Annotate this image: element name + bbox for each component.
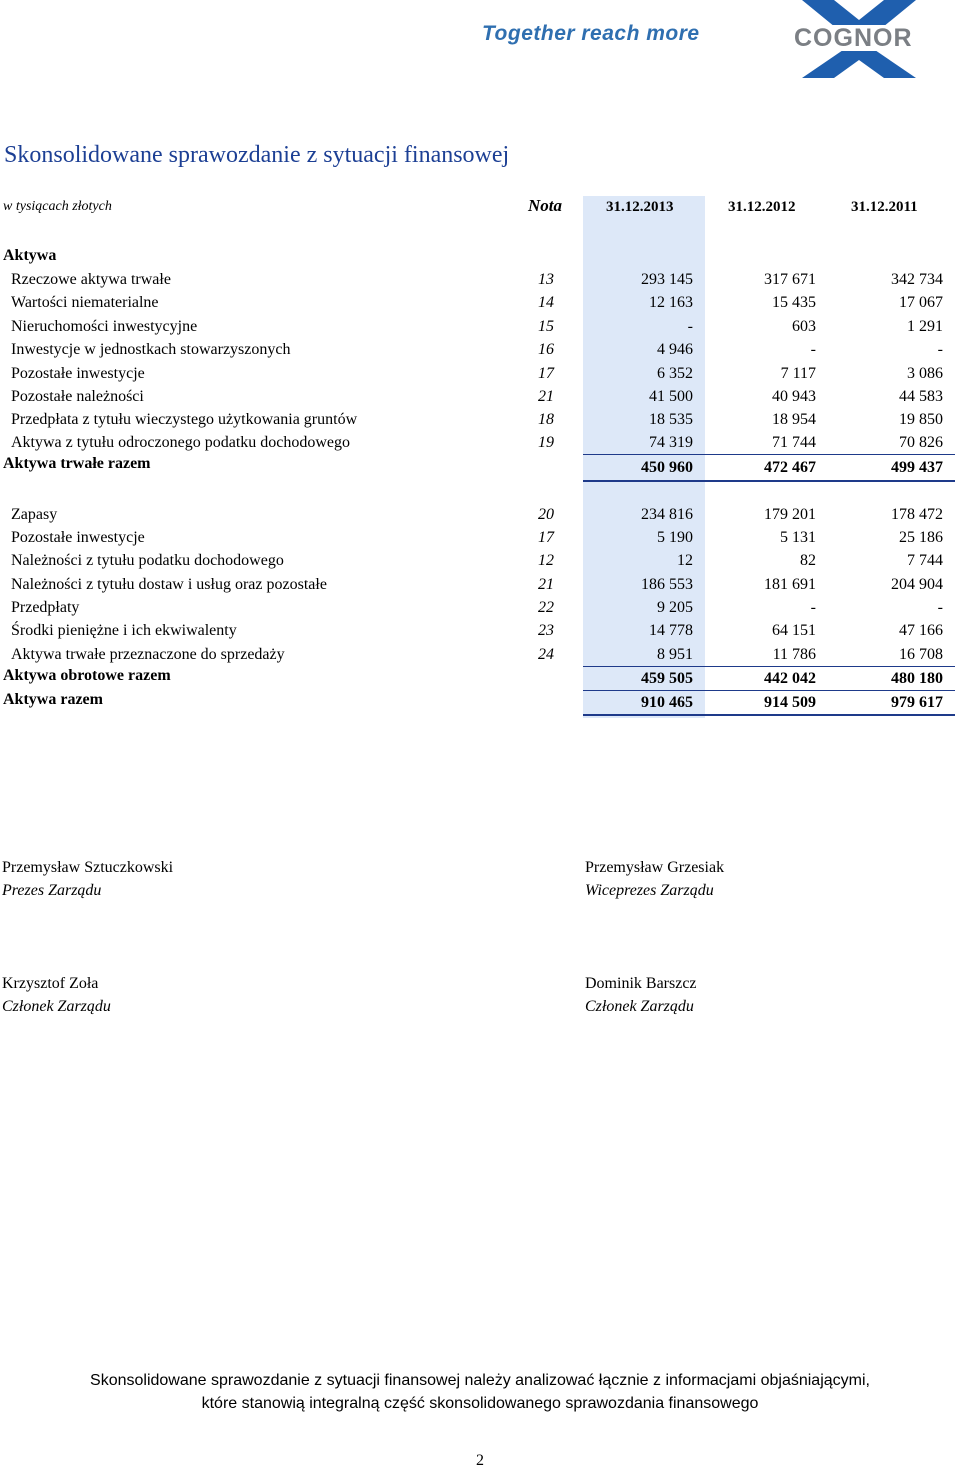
row-note: 19 [538,434,554,451]
row-value: - [937,599,943,616]
row-label: Należności z tytułu podatku dochodowego [11,552,284,569]
subtotal-label: Aktywa trwałe razem [3,455,151,472]
row-value: 70 826 [899,434,943,451]
row-value: 64 151 [772,622,816,639]
row-value: 41 500 [649,388,693,405]
row-note: 21 [538,576,554,593]
row-value: - [810,341,816,358]
row-label: Środki pieniężne i ich ekwiwalenty [11,622,237,639]
section-title: Aktywa [3,247,57,264]
subtotal-value: 472 467 [764,459,816,476]
row-value: 12 163 [649,294,693,311]
row-value: - [687,318,693,335]
row-value: 11 786 [772,646,816,663]
row-label: Pozostałe inwestycje [11,365,145,382]
subtotal-value: 442 042 [764,670,816,687]
row-label: Aktywa trwałe przeznaczone do sprzedaży [11,646,285,663]
subtotal-rule [583,454,955,455]
row-value: 71 744 [772,434,816,451]
row-note: 21 [538,388,554,405]
grand-total-value: 914 509 [764,694,816,711]
row-note: 16 [538,341,554,358]
row-label: Inwestycje w jednostkach stowarzyszonych [11,341,291,358]
company-tagline: Together reach more [482,22,700,45]
row-value: - [937,341,943,358]
date-column-header: 31.12.2011 [851,199,918,215]
row-note: 13 [538,271,554,288]
row-note: 14 [538,294,554,311]
subtotal-rule [583,666,955,667]
row-value: 181 691 [764,576,816,593]
grand-total-value: 979 617 [891,694,943,711]
grand-total-value: 910 465 [641,694,693,711]
row-value: 74 319 [649,434,693,451]
subtotal-value: 459 505 [641,670,693,687]
row-value: 25 186 [899,529,943,546]
row-value: 82 [800,552,816,569]
row-value: 234 816 [641,506,693,523]
row-label: Pozostałe należności [11,388,144,405]
row-value: 178 472 [891,506,943,523]
row-value: 17 067 [899,294,943,311]
row-note: 23 [538,622,554,639]
company-logo-text: COGNOR [794,24,913,52]
row-value: 8 951 [657,646,693,663]
row-label: Zapasy [11,506,58,523]
footer-note [0,1369,960,1415]
row-value: 179 201 [764,506,816,523]
row-value: 7 117 [780,365,816,382]
row-value: 342 734 [891,271,943,288]
grand-total-label: Aktywa razem [3,691,103,708]
date-column-header: 31.12.2012 [728,199,796,215]
row-value: 14 778 [649,622,693,639]
row-label: Rzeczowe aktywa trwałe [11,271,171,288]
row-value: 44 583 [899,388,943,405]
row-value: 47 166 [899,622,943,639]
footer-line: Skonsolidowane sprawozdanie z sytuacji finansowej należy analizować łącznie z informacjami objaśniającymi, [90,1372,870,1389]
row-note: 17 [538,365,554,382]
subtotal-value: 499 437 [891,459,943,476]
total-underline [583,480,955,482]
date-column-header: 31.12.2013 [606,199,674,215]
row-label: Nieruchomości inwestycyjne [11,318,198,335]
row-value: 9 205 [657,599,693,616]
subtotal-value: 450 960 [641,459,693,476]
page-title: Skonsolidowane sprawozdanie z sytuacji finansowej [4,142,510,168]
signatory-name: Przemysław Sztuczkowski [2,859,174,876]
signatory-role: Wiceprezes Zarządu [585,882,714,899]
row-note: 20 [538,506,554,523]
row-value: 1 291 [907,318,943,335]
row-note: 22 [538,599,554,616]
unit-label: w tysiącach złotych [3,199,112,214]
page-number: 2 [476,1452,484,1469]
row-label: Aktywa z tytułu odroczonego podatku dochodowego [11,434,351,451]
signatory-name: Dominik Barszcz [585,975,697,992]
subtotal-value: 480 180 [891,670,943,687]
row-label: Wartości niematerialne [11,294,159,311]
subtotal-label: Aktywa obrotowe razem [3,667,171,684]
row-value: 7 744 [907,552,943,569]
row-value: 186 553 [641,576,693,593]
row-value: 293 145 [641,271,693,288]
row-value: 603 [792,318,816,335]
row-label: Pozostałe inwestycje [11,529,145,546]
total-underline [583,714,955,716]
row-value: 19 850 [899,411,943,428]
subtotal-rule [583,690,955,691]
row-value: 6 352 [657,365,693,382]
row-value: 317 671 [764,271,816,288]
note-column-header: Nota [528,196,562,215]
signatory-role: Członek Zarządu [2,998,111,1015]
row-note: 12 [538,552,554,569]
row-value: 3 086 [907,365,943,382]
row-value: 18 535 [649,411,693,428]
row-value: 16 708 [899,646,943,663]
row-value: - [810,599,816,616]
row-value: 12 [677,552,693,569]
row-label: Należności z tytułu dostaw i usług oraz pozostałe [11,576,327,593]
signatory-role: Prezes Zarządu [2,882,102,899]
row-note: 24 [538,646,554,663]
footer-line: które stanowią integralną część skonsolidowanego sprawozdania finansowego [201,1395,759,1412]
row-value: 4 946 [657,341,693,358]
row-label: Przedpłaty [11,599,80,616]
row-value: 40 943 [772,388,816,405]
row-value: 5 131 [780,529,816,546]
row-value: 15 435 [772,294,816,311]
signatory-role: Członek Zarządu [585,998,694,1015]
signatory-name: Krzysztof Zoła [2,975,99,992]
row-note: 18 [538,411,554,428]
row-note: 17 [538,529,554,546]
signatory-name: Przemysław Grzesiak [585,859,725,876]
row-note: 15 [538,318,554,335]
row-value: 5 190 [657,529,693,546]
row-label: Przedpłata z tytułu wieczystego użytkowania gruntów [11,411,358,428]
row-value: 18 954 [772,411,816,428]
row-value: 204 904 [891,576,943,593]
